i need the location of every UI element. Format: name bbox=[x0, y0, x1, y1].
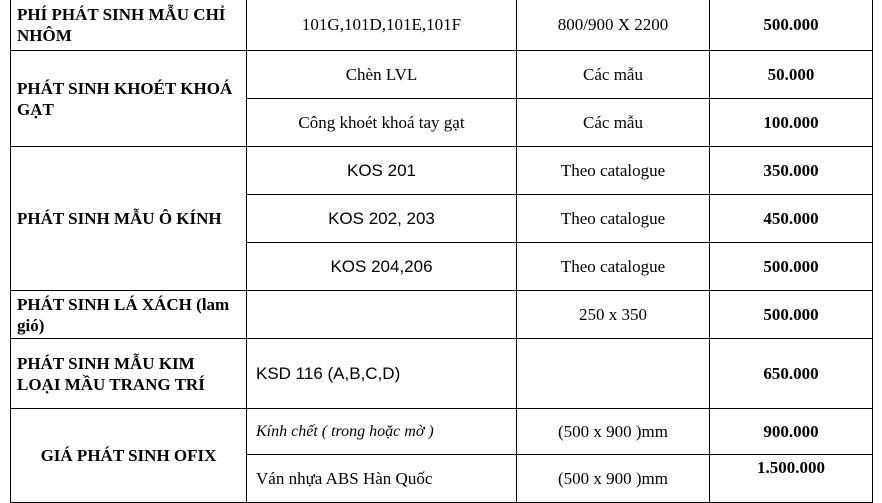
size-cell: Các mẫu bbox=[517, 99, 710, 147]
table-row bbox=[11, 291, 873, 339]
category-cell: PHÁT SINH KHOÉT KHOÁ GẠT bbox=[11, 51, 247, 147]
price-cell: 500.000 bbox=[710, 243, 873, 291]
description-cell: KOS 202, 203 bbox=[247, 195, 517, 243]
price-cell: 100.000 bbox=[710, 99, 873, 147]
size-cell: Theo catalogue bbox=[517, 195, 710, 243]
description-cell bbox=[247, 291, 517, 339]
price-cell: 500.000 bbox=[710, 0, 873, 51]
table-row bbox=[11, 409, 873, 455]
table-row bbox=[11, 51, 873, 99]
table-row bbox=[11, 147, 873, 195]
description-cell: KOS 204,206 bbox=[247, 243, 517, 291]
description-cell: Chèn LVL bbox=[247, 51, 517, 99]
size-cell: (500 x 900 )mm bbox=[517, 409, 710, 455]
description-cell: 101G,101D,101E,101F bbox=[247, 0, 517, 51]
description-cell: KSD 116 (A,B,C,D) bbox=[247, 339, 517, 409]
size-cell: Theo catalogue bbox=[517, 243, 710, 291]
size-cell: (500 x 900 )mm bbox=[517, 455, 710, 503]
category-cell: PHÍ PHÁT SINH MẪU CHỈ NHÔM bbox=[11, 0, 247, 51]
description-cell: Kính chết ( trong hoặc mờ ) bbox=[247, 409, 517, 455]
price-cell: 1.500.000 bbox=[710, 455, 873, 503]
price-cell: 650.000 bbox=[710, 339, 873, 409]
price-cell: 900.000 bbox=[710, 409, 873, 455]
price-cell: 50.000 bbox=[710, 51, 873, 99]
category-cell: PHÁT SINH LÁ XÁCH (lam gió) bbox=[11, 291, 247, 339]
size-cell: 250 x 350 bbox=[517, 291, 710, 339]
category-cell: GIÁ PHÁT SINH OFIX bbox=[11, 409, 247, 503]
description-cell: KOS 201 bbox=[247, 147, 517, 195]
category-cell: PHÁT SINH MẪU KIM LOẠI MẦU TRANG TRÍ bbox=[11, 339, 247, 409]
price-cell: 500.000 bbox=[710, 291, 873, 339]
size-cell: Các mẫu bbox=[517, 51, 710, 99]
price-cell: 450.000 bbox=[710, 195, 873, 243]
category-cell: PHÁT SINH MẪU Ô KÍNH bbox=[11, 147, 247, 291]
table-row bbox=[11, 339, 873, 409]
description-cell: Ván nhựa ABS Hàn Quốc bbox=[247, 455, 517, 503]
size-cell bbox=[517, 339, 710, 409]
size-cell: 800/900 X 2200 bbox=[517, 0, 710, 51]
table-row bbox=[11, 0, 873, 51]
description-cell: Công khoét khoá tay gạt bbox=[247, 99, 517, 147]
price-cell: 350.000 bbox=[710, 147, 873, 195]
size-cell: Theo catalogue bbox=[517, 147, 710, 195]
price-table bbox=[10, 0, 873, 503]
